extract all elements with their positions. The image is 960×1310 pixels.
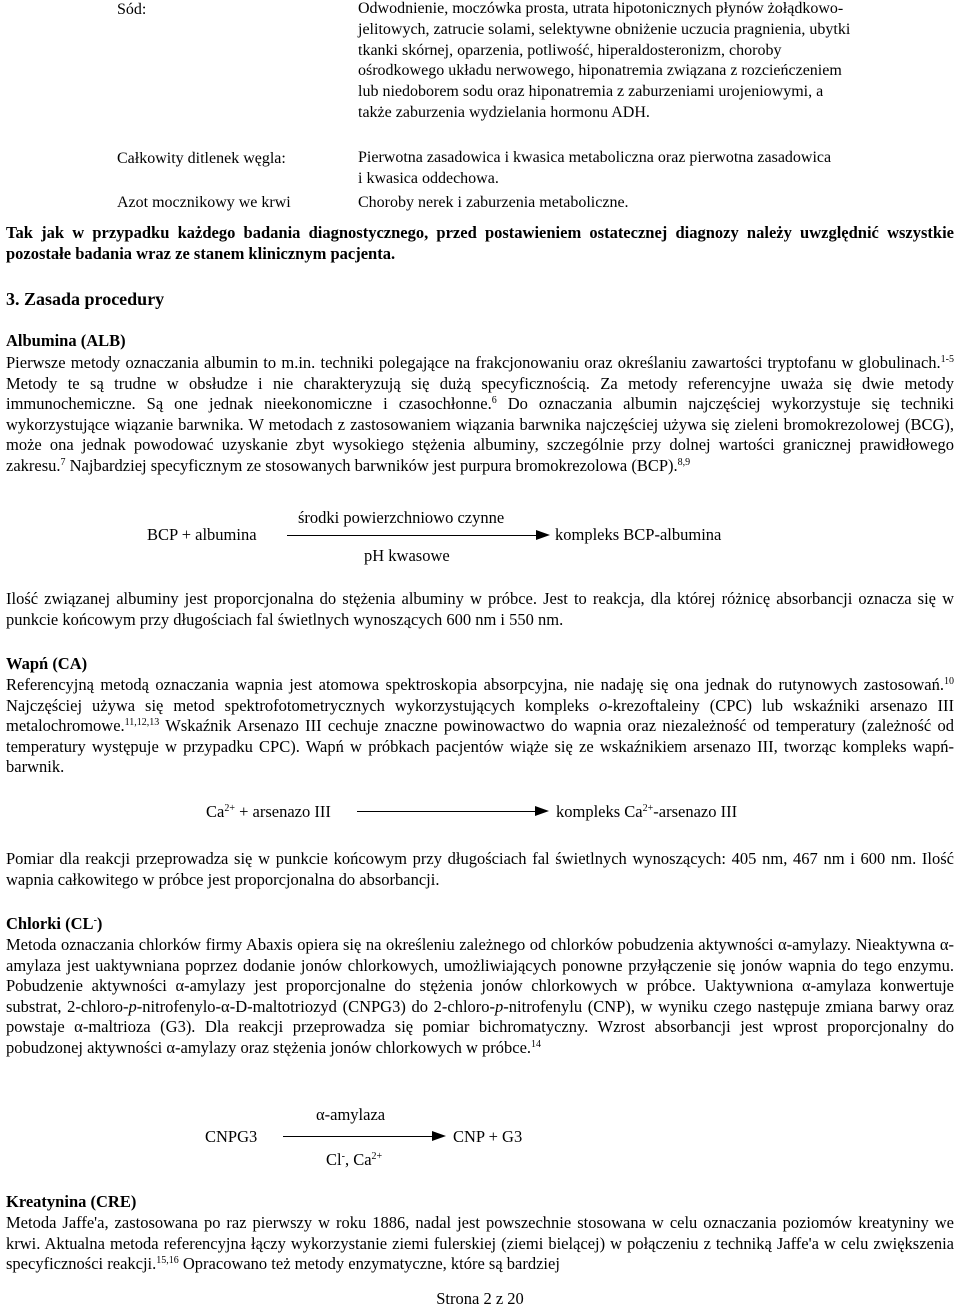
albumin-eq-left: BCP + albumina	[147, 525, 257, 544]
albumin-eq-right: kompleks BCP-albumina	[555, 525, 722, 544]
calcium-eq-arrow-head	[535, 806, 549, 816]
calcium-eq-arrow	[357, 811, 536, 812]
chloride-heading: Chlorki (CL-)	[6, 914, 103, 933]
creatinine-heading: Kreatynina (CRE)	[6, 1192, 137, 1211]
albumin-eq-arrow	[287, 535, 537, 536]
chloride-paragraph: Metoda oznaczania chlorków firmy Abaxis opiera się na określeniu zależnego od chlorków pobudzenia aktywności α-amylazy. Nieaktywna α-amylaza jest uaktywniana poprzez dodanie jonów chlorkowych, umożliwiających ponowne przyłączenie się jonów wapnia do tego enzymu. Pobudzenie aktywności α-amylazy jest proporcjonalne do stężenia jonów chlorkowych w próbce. Uaktywniona α-amylaza konwertuje substrat, 2-chloro-p-nitrofenylo-α-D-maltotriozyd (CNPG3) do 2-chloro-p-nitrofenylu (CNP), w wyniku czego następuje zmiana barwy oraz powstaje α-maltrioza (G3). Dla reakcji przeprowadza się pomiar bichromatyczny. Wzrost absorbancji jest wprost proporcjonalny do pobudzonej aktywności α-amylazy oraz stężenia jonów chlorkowych w próbce.$^{14}$	[6, 935, 954, 1057]
chloride-eq-arrow-head	[432, 1131, 446, 1141]
albumin-eq-arrow-head	[536, 530, 550, 540]
section-title: 3. Zasada procedury	[6, 289, 165, 309]
creatinine-paragraph: Metoda Jaffe'a, zastosowana po raz pierwszy w roku 1886, nadal jest powszechnie stosowana w celu oznaczania poziomów kreatyniny we krwi. Aktualna metoda referencyjna łączy wykorzystanie ziemi fulerskiej (ziemi bielącej) w połączeniu z techniką Jaffe'a w celu zwiększenia specyficzności reakcji.$^{15,16}$ Opracowano też metody enzymatyczne, które są bardziej	[6, 1213, 954, 1273]
calcium-paragraph: Referencyjną metodą oznaczania wapnia jest atomowa spektroskopia absorpcyjna, nie nadaję się ona jednak do rutynowych zastosowań.$^{10}$ Najczęściej używa się metod spektrofotometrycznych wykorzystujących kompleks o-krezoftaleiny (CPC) lub wskaźniki arsenazo III metalochromowe.$^{11,12,13}$ Wskaźnik Arsenazo III cechuje znaczne powinowactwo do wapnia oraz niezależność od temperatury (zależność od temperatury występuje w przypadku CPC). Wapń w próbkach pacjentów wiąże się ze wskaźnikiem arsenazo III, tworząc kompleks wapń-barwnik.	[6, 675, 954, 776]
calcium-eq-right: kompleks $Ca^{2+}$-arsenazo III	[556, 802, 738, 821]
chloride-eq-top: α-amylaza	[316, 1105, 386, 1124]
calcium-paragraph-2: Pomiar dla reakcji przeprowadza się w punkcie końcowym przy długościach fal świetlnych wynoszących: 405 nm, 467 nm i 600 nm. Ilość wapnia całkowitego w próbce jest proporcjonalna do absorbancji.	[6, 849, 954, 889]
calcium-eq-left: $Ca^{2+}$ + arsenazo III	[206, 802, 331, 821]
chloride-eq-bottom: Cl-, $Ca^{2+}$	[326, 1150, 383, 1169]
albumin-paragraph-2: Ilość związanej albuminy jest proporcjonalna do stężenia albuminy w próbce. Jest to reakcja, dla której różnicę absorbancji oznacza się w punkcie końcowym przy długościach fal świetlnych wynoszących 600 nm i 550 nm.	[6, 589, 954, 629]
table-label-co2: Całkowity ditlenek węgla:	[117, 150, 286, 167]
table-label-sodium: Sód:	[117, 1, 147, 18]
page-footer: Strona 2 z 20	[436, 1289, 524, 1308]
chloride-eq-left: CNPG3	[205, 1127, 258, 1146]
table-value-co2: Pierwotna zasadowica i kwasica metaboliczna oraz pierwotna zasadowica i kwasica oddechowa.	[358, 149, 832, 187]
chloride-eq-right: CNP + G3	[453, 1127, 523, 1146]
albumin-heading: Albumina (ALB)	[6, 331, 126, 350]
albumin-eq-bottom: pH kwasowe	[364, 546, 450, 565]
chloride-eq-arrow	[283, 1136, 433, 1137]
table-value-sodium: Odwodnienie, moczówka prosta, utrata hipotonicznych płynów żołądkowo-jelitowych, zatrucie solami, selektywne obniżenie uczucia pragnienia, ubytki tkanki skórnej, oparzenia, potliwość, hiperaldosteronizm, choroby ośrodkowego układu nerwowego, hiponatremia związana z rozcieńczeniem lub niedoborem sodu oraz hiponatremia z zaburzeniami urojeniowymi, a także zaburzenia wydzielania hormonu ADH.	[358, 0, 851, 121]
table-value-bun: Choroby nerek i zaburzenia metaboliczne.	[358, 194, 629, 211]
albumin-paragraph: Pierwsze metody oznaczania albumin to m.in. techniki polegające na frakcjonowaniu oraz określaniu zawartości tryptofanu w globulinach.$^{1-5}$ Metody te są trudne w obsłudze i nie charakteryzują się dużą specyficznością. Za metody referencyjne uważa się dwie metody immunochemiczne. Są one jednak nieekonomiczne i czasochłonne.$^6$ Do oznaczania albumin najczęściej wykorzystuje się techniki wykorzystujące wiązanie barwnika. W metodach z zastosowaniem wiązania barwnika najczęściej używa się zieleni bromokrezolowej (BCG), może ona jednak powodować uzyskanie zbyt wysokiego stężenia albuminy, szczególnie przy dolnej wartości granicznej prawidłowego zakresu.$^7$ Najbardziej specyficznym ze stosowanych barwników jest purpura bromokrezolowa (BCP).$^{8,9}$	[6, 353, 954, 475]
albumin-eq-top: środki powierzchniowo czynne	[298, 508, 505, 527]
intro-note: Tak jak w przypadku każdego badania diagnostycznego, przed postawieniem ostatecznej diagnozy należy uwzględnić wszystkie pozostałe badania wraz ze stanem klinicznym pacjenta.	[6, 223, 954, 263]
table-label-bun: Azot mocznikowy we krwi	[117, 194, 291, 211]
calcium-heading: Wapń (CA)	[6, 654, 88, 673]
